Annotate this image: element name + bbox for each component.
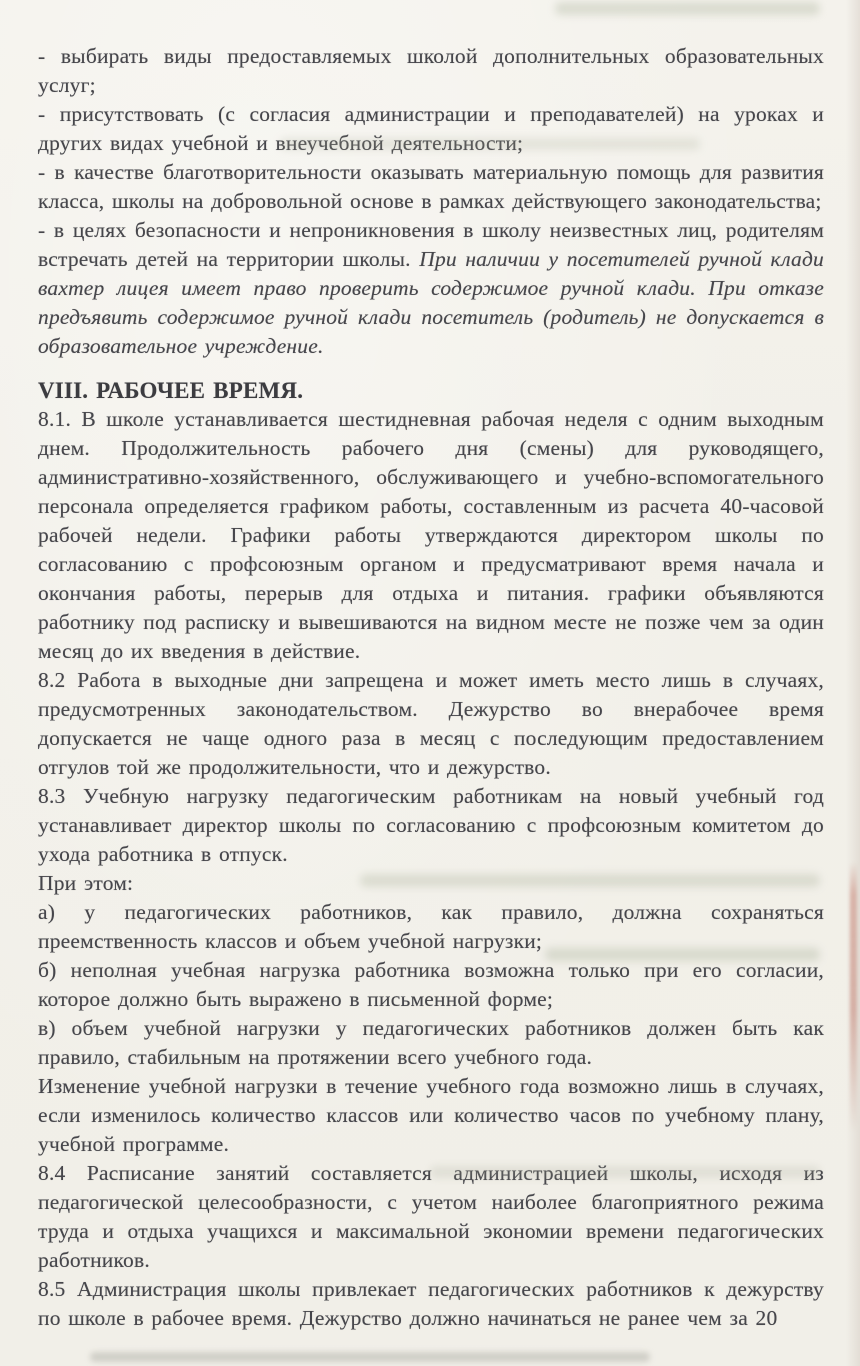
scan-artifact	[90, 1352, 650, 1362]
clause-8-1: 8.1. В школе устанавливается шестидневная рабочая неделя с одним выходным днем. Продолжительность рабочего дня (смены) для руководящего, административно-хозяйственного, обслуживающего и учебно-вспомогательного персонала определяется графиком работы, составленным из расчета 40-часовой рабочей недели. Графики работы утверждаются директором школы по согласованию с профсоюзным органом и предусматривают время начала и окончания работы, перерыв для отдыха и питания. графики объявляются работнику под расписку и вывешиваются на видном месте не позже чем за один месяц до их введения в действие.	[38, 407, 824, 663]
clause-item-v: в) объем учебной нагрузки у педагогических работников должен быть как правило, стабильным на протяжении всего учебного года.	[38, 1016, 824, 1069]
document-text-block	[38, 42, 824, 1333]
page-edge-mark	[850, 862, 857, 1132]
page-edge-shadow	[846, 0, 860, 1366]
clause-8-5: 8.5 Администрация школы привлекает педагогических работников к дежурству по школе в рабочее время. Дежурство должно начинаться не ранее чем за 20	[38, 1277, 824, 1330]
bullet-security-italic-text: При наличии у посетителей ручной клади вахтер лицея имеет право проверить содержимое ручной клади. При отказе предъявить содержимое ручной клади посетитель (родитель) не допускается в образовательное учреждение.	[38, 247, 825, 358]
clause-item-b: б) неполная учебная нагрузка работника возможна только при его согласии, которое должно быть выражено в письменной форме;	[38, 958, 824, 1011]
bullet-security-policy	[38, 216, 824, 361]
bullet-choose-services: - выбирать виды предоставляемых школой дополнительных образовательных услуг;	[38, 44, 824, 97]
clause-item-a: а) у педагогических работников, как правило, должна сохраняться преемственность классов и объем учебной нагрузки;	[38, 900, 824, 953]
scan-artifact	[555, 2, 820, 15]
clause-8-2: 8.2 Работа в выходные дни запрещена и может иметь место лишь в случаях, предусмотренных законодательством. Дежурство во внерабочее время допускается не чаще одного раза в месяц с последующим предоставлением отгулов той же продолжительности, что и дежурство.	[38, 668, 824, 779]
clause-load-change: Изменение учебной нагрузки в течение учебного года возможно лишь в случаях, если изменилось количество классов или количество часов по учебному плану, учебной программе.	[38, 1074, 824, 1156]
section-heading-working-time: VIII. РАБОЧЕЕ ВРЕМЯ.	[38, 378, 304, 403]
clause-8-3: 8.3 Учебную нагрузку педагогическим работникам на новый учебный год устанавливает директор школы по согласованию с профсоюзным комитетом до ухода работника в отпуск.	[38, 784, 824, 866]
bullet-security-normal-text: - в целях безопасности и непроникновения в школу неизвестных лиц, родителям встречать детей на территории школы.	[38, 218, 824, 271]
bullet-charity: - в качестве благотворительности оказывать материальную помощь для развития класса, школы на добровольной основе в рамках действующего законодательства;	[38, 160, 824, 213]
clause-8-4: 8.4 Расписание занятий составляется администрацией школы, исходя из педагогической целесообразности, с учетом наиболее благоприятного режима труда и отдыха учащихся и максимальной экономии времени педагогических работников.	[38, 1161, 824, 1272]
bullet-attend-lessons: - присутствовать (с согласия администрации и преподавателей) на уроках и других видах учебной и внеучебной деятельности;	[38, 102, 824, 155]
clause-intro-pri-etom: При этом:	[38, 871, 134, 895]
